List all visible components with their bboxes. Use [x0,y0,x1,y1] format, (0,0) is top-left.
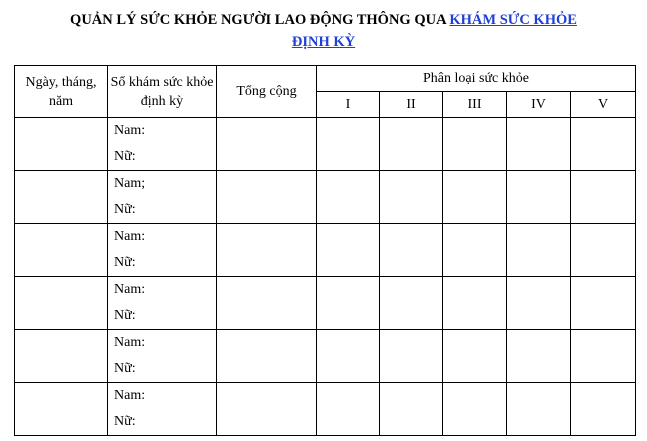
class-cell[interactable] [571,383,636,436]
gender-cell [108,277,217,330]
total-cell[interactable] [217,277,317,330]
class-cell[interactable] [443,277,507,330]
header-classification: Phân loại sức khỏe [317,66,636,92]
class-cell[interactable] [380,171,443,224]
table-row [15,383,636,436]
class-cell[interactable] [571,171,636,224]
total-cell[interactable] [217,171,317,224]
total-cell[interactable] [217,224,317,277]
class-cell[interactable] [443,383,507,436]
female-label: Nữ: [114,202,136,217]
header-class-5: V [571,92,636,118]
class-cell[interactable] [571,118,636,171]
table-row [15,330,636,383]
total-cell[interactable] [217,118,317,171]
class-cell[interactable] [507,118,571,171]
table-row [15,224,636,277]
header-checkup-book: Sổ khám sức khỏe định kỳ [108,66,217,118]
class-cell[interactable] [380,277,443,330]
female-label: Nữ: [114,255,136,270]
class-cell[interactable] [507,383,571,436]
document-title [0,9,647,53]
class-cell[interactable] [317,118,380,171]
class-cell[interactable] [317,224,380,277]
total-cell[interactable] [217,330,317,383]
table-row [15,171,636,224]
female-label: Nữ: [114,414,136,429]
gender-cell [108,224,217,277]
title-link-part2[interactable]: ĐỊNH KỲ [291,34,356,50]
date-cell[interactable] [15,224,108,277]
gender-cell [108,118,217,171]
male-label: Nam: [114,388,146,403]
class-cell[interactable] [443,171,507,224]
class-cell[interactable] [317,277,380,330]
date-cell[interactable] [15,383,108,436]
class-cell[interactable] [571,224,636,277]
class-cell[interactable] [443,118,507,171]
female-label: Nữ: [114,361,136,376]
header-class-1: I [317,92,380,118]
header-date: Ngày, tháng, năm [15,66,108,118]
table-row [15,118,636,171]
male-label: Nam: [114,123,146,138]
class-cell[interactable] [317,330,380,383]
male-label: Nam: [114,229,146,244]
class-cell[interactable] [380,330,443,383]
class-cell[interactable] [380,224,443,277]
class-cell[interactable] [507,171,571,224]
gender-cell [108,171,217,224]
female-label: Nữ: [114,308,136,323]
title-link-part1[interactable]: KHÁM SỨC KHỎE [449,12,577,28]
class-cell[interactable] [507,330,571,383]
class-cell[interactable] [507,277,571,330]
class-cell[interactable] [317,383,380,436]
class-cell[interactable] [317,171,380,224]
female-label: Nữ: [114,149,136,164]
gender-cell [108,383,217,436]
class-cell[interactable] [380,383,443,436]
class-cell[interactable] [443,330,507,383]
class-cell[interactable] [443,224,507,277]
date-cell[interactable] [15,277,108,330]
male-label: Nam: [114,335,146,350]
table-row [15,277,636,330]
male-label: Nam; [114,176,146,191]
health-classification-table [14,65,636,436]
header-class-4: IV [507,92,571,118]
class-cell[interactable] [571,277,636,330]
title-text: QUẢN LÝ SỨC KHỎE NGƯỜI LAO ĐỘNG THÔNG QUA [70,12,450,28]
class-cell[interactable] [380,118,443,171]
header-class-2: II [380,92,443,118]
header-class-3: III [443,92,507,118]
total-cell[interactable] [217,383,317,436]
class-cell[interactable] [507,224,571,277]
gender-cell [108,330,217,383]
class-cell[interactable] [571,330,636,383]
date-cell[interactable] [15,171,108,224]
date-cell[interactable] [15,118,108,171]
date-cell[interactable] [15,330,108,383]
header-total: Tổng cộng [217,66,317,118]
male-label: Nam: [114,282,146,297]
